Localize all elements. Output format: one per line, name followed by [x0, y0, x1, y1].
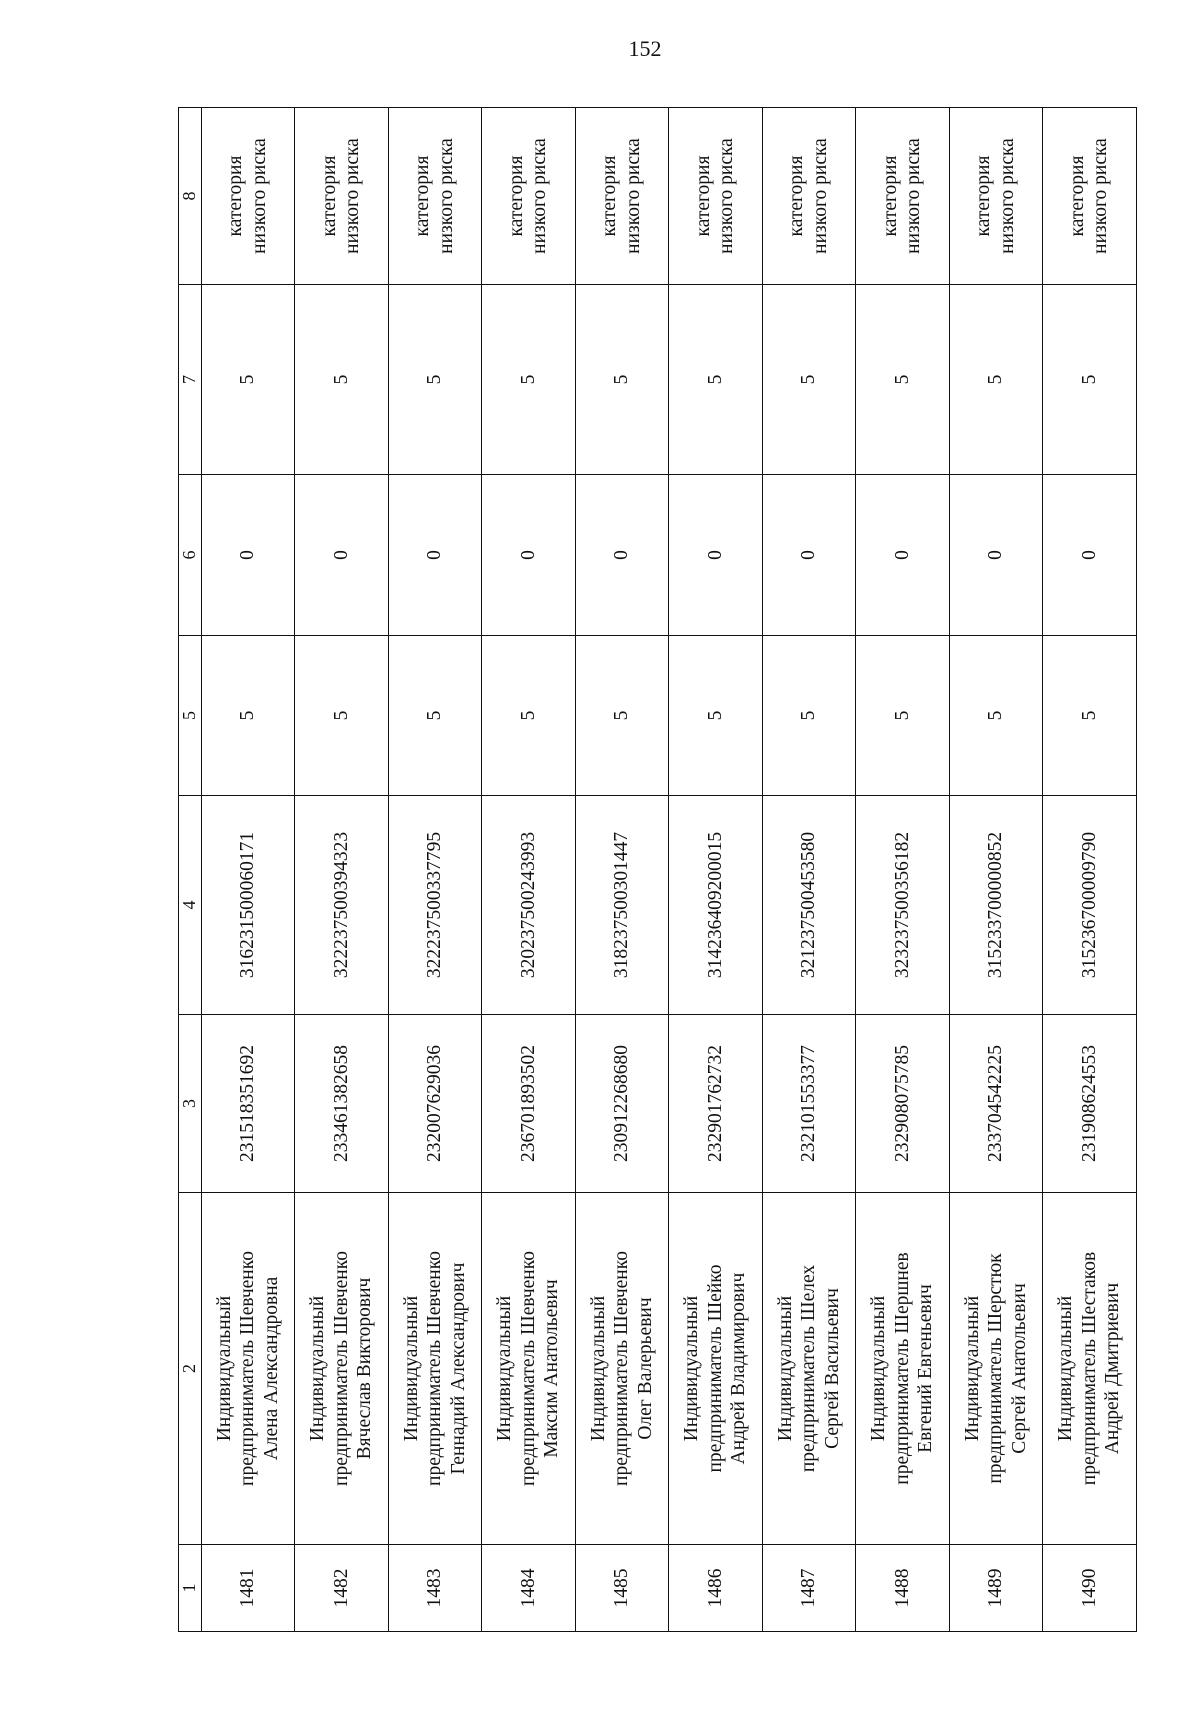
header-col-1: 1 — [179, 1545, 202, 1632]
cell-entrepreneur-name-line: предприниматель Шестаков — [1078, 1251, 1100, 1486]
cell-col4-code: 322237500394323 — [295, 796, 389, 1015]
header-col-2: 2 — [179, 1193, 202, 1545]
cell-entrepreneur-name — [201, 1193, 295, 1545]
cell-col7-value: 5 — [856, 285, 950, 475]
cell-row-number: 1489 — [949, 1545, 1043, 1632]
header-col-5: 5 — [179, 636, 202, 796]
cell-risk-category-line: категория — [505, 155, 527, 237]
cell-entrepreneur-name-line: Алена Александровна — [260, 1276, 282, 1461]
cell-risk-category-line: категория — [599, 155, 621, 237]
cell-row-number: 1485 — [575, 1545, 669, 1632]
cell-col7-value: 5 — [949, 285, 1043, 475]
cell-col4-code: 322237500337795 — [388, 796, 482, 1015]
cell-entrepreneur-name-line: предприниматель Шершнев — [891, 1252, 913, 1485]
cell-risk-category-line: категория — [225, 155, 247, 237]
cell-col7-value: 5 — [388, 285, 482, 475]
cell-entrepreneur-name-line: предприниматель Шевченко — [517, 1251, 539, 1486]
cell-entrepreneur-name-line: Индивидуальный — [494, 1295, 516, 1442]
header-row — [179, 108, 202, 1632]
header-col-3: 3 — [179, 1015, 202, 1193]
header-col-8: 8 — [179, 108, 202, 285]
registry-table — [178, 107, 1137, 1632]
cell-col7-value: 5 — [575, 285, 669, 475]
cell-col5-value: 5 — [295, 636, 389, 796]
cell-risk-category-line: низкого риска — [622, 138, 644, 254]
cell-risk-category-line: категория — [973, 155, 995, 237]
cell-entrepreneur-name-line: предприниматель Шевченко — [611, 1251, 633, 1486]
cell-row-number: 1484 — [482, 1545, 576, 1632]
cell-risk-category-line: категория — [318, 155, 340, 237]
cell-col6-value: 0 — [388, 475, 482, 636]
cell-col5-value: 5 — [388, 636, 482, 796]
cell-entrepreneur-name-line: Геннадий Александрович — [447, 1262, 469, 1475]
cell-row-number: 1486 — [669, 1545, 763, 1632]
cell-row-number: 1488 — [856, 1545, 950, 1632]
table-body — [201, 108, 1136, 1632]
cell-col3-code: 233461382658 — [295, 1015, 389, 1193]
cell-col4-code: 321237500453580 — [762, 796, 856, 1015]
cell-col3-code: 231518351692 — [201, 1015, 295, 1193]
cell-entrepreneur-name — [949, 1193, 1043, 1545]
cell-row-number: 1481 — [201, 1545, 295, 1632]
cell-risk-category — [575, 108, 669, 285]
cell-risk-category-line: категория — [412, 155, 434, 237]
table-row — [388, 108, 482, 1632]
cell-col6-value: 0 — [949, 475, 1043, 636]
cell-col3-code: 230912268680 — [575, 1015, 669, 1193]
cell-col4-code: 315233700000852 — [949, 796, 1043, 1015]
table-row — [669, 108, 763, 1632]
cell-col6-value: 0 — [295, 475, 389, 636]
cell-entrepreneur-name-line: Индивидуальный — [681, 1295, 703, 1442]
cell-risk-category — [482, 108, 576, 285]
table-row — [762, 108, 856, 1632]
cell-col6-value: 0 — [762, 475, 856, 636]
cell-entrepreneur-name — [388, 1193, 482, 1545]
cell-entrepreneur-name-line: Сергей Васильевич — [821, 1288, 843, 1449]
cell-col5-value: 5 — [669, 636, 763, 796]
table-row — [482, 108, 576, 1632]
cell-risk-category — [669, 108, 763, 285]
cell-entrepreneur-name-line: предприниматель Шевченко — [424, 1251, 446, 1486]
cell-col7-value: 5 — [201, 285, 295, 475]
cell-entrepreneur-name-line: Олег Валерьевич — [634, 1297, 656, 1440]
header-col-6: 6 — [179, 475, 202, 636]
cell-col3-code: 236701893502 — [482, 1015, 576, 1193]
cell-risk-category — [388, 108, 482, 285]
cell-col7-value: 5 — [482, 285, 576, 475]
cell-row-number: 1490 — [1043, 1545, 1137, 1632]
cell-col7-value: 5 — [762, 285, 856, 475]
cell-entrepreneur-name — [575, 1193, 669, 1545]
cell-entrepreneur-name-line: Индивидуальный — [961, 1295, 983, 1442]
cell-risk-category — [295, 108, 389, 285]
cell-col6-value: 0 — [1043, 475, 1137, 636]
cell-entrepreneur-name-line: Индивидуальный — [400, 1295, 422, 1442]
cell-risk-category — [949, 108, 1043, 285]
cell-entrepreneur-name-line: предприниматель Шевченко — [237, 1251, 259, 1486]
cell-row-number: 1483 — [388, 1545, 482, 1632]
rotated-table-container — [178, 108, 1135, 1632]
table-row — [949, 108, 1043, 1632]
cell-entrepreneur-name-line: Сергей Анатольевич — [1008, 1283, 1030, 1454]
cell-col7-value: 5 — [295, 285, 389, 475]
cell-col3-code: 231908624553 — [1043, 1015, 1137, 1193]
table-row — [856, 108, 950, 1632]
cell-risk-category-line: низкого риска — [435, 138, 457, 254]
cell-col5-value: 5 — [482, 636, 576, 796]
cell-col6-value: 0 — [575, 475, 669, 636]
cell-col3-code: 232908075785 — [856, 1015, 950, 1193]
cell-col6-value: 0 — [669, 475, 763, 636]
table-row — [1043, 108, 1137, 1632]
table-row — [575, 108, 669, 1632]
cell-col5-value: 5 — [762, 636, 856, 796]
cell-col4-code: 323237500356182 — [856, 796, 950, 1015]
cell-entrepreneur-name-line: Индивидуальный — [774, 1295, 796, 1442]
header-col-7: 7 — [179, 285, 202, 475]
cell-col7-value: 5 — [1043, 285, 1137, 475]
cell-entrepreneur-name-line: предприниматель Шейко — [704, 1264, 726, 1473]
cell-risk-category — [201, 108, 295, 285]
cell-col5-value: 5 — [856, 636, 950, 796]
cell-col5-value: 5 — [949, 636, 1043, 796]
header-col-4: 4 — [179, 796, 202, 1015]
cell-risk-category-line: низкого риска — [529, 138, 551, 254]
cell-col7-value: 5 — [669, 285, 763, 475]
cell-risk-category — [856, 108, 950, 285]
cell-risk-category-line: категория — [786, 155, 808, 237]
cell-col4-code: 315236700009790 — [1043, 796, 1137, 1015]
table-row — [295, 108, 389, 1632]
cell-col6-value: 0 — [482, 475, 576, 636]
cell-col5-value: 5 — [201, 636, 295, 796]
cell-entrepreneur-name — [482, 1193, 576, 1545]
cell-entrepreneur-name-line: Вячеслав Викторович — [354, 1277, 376, 1460]
cell-entrepreneur-name-line: предприниматель Шелех — [798, 1264, 820, 1473]
cell-risk-category — [762, 108, 856, 285]
cell-col3-code: 232901762732 — [669, 1015, 763, 1193]
cell-risk-category-line: низкого риска — [809, 138, 831, 254]
cell-col3-code: 233704542225 — [949, 1015, 1043, 1193]
cell-entrepreneur-name-line: Индивидуальный — [868, 1295, 890, 1442]
cell-risk-category — [1043, 108, 1137, 285]
cell-col4-code: 318237500301447 — [575, 796, 669, 1015]
cell-col4-code: 320237500243993 — [482, 796, 576, 1015]
page-number: 152 — [628, 36, 662, 61]
cell-risk-category-line: низкого риска — [1090, 138, 1112, 254]
cell-col3-code: 232101553377 — [762, 1015, 856, 1193]
table-row — [201, 108, 295, 1632]
cell-entrepreneur-name — [762, 1193, 856, 1545]
cell-col4-code: 316231500060171 — [201, 796, 295, 1015]
cell-entrepreneur-name-line: Индивидуальный — [213, 1295, 235, 1442]
cell-entrepreneur-name-line: Индивидуальный — [307, 1295, 329, 1442]
cell-col6-value: 0 — [856, 475, 950, 636]
cell-entrepreneur-name — [295, 1193, 389, 1545]
cell-risk-category-line: категория — [692, 155, 714, 237]
cell-entrepreneur-name — [1043, 1193, 1137, 1545]
cell-col5-value: 5 — [575, 636, 669, 796]
cell-risk-category-line: низкого риска — [996, 138, 1018, 254]
cell-entrepreneur-name-line: предприниматель Шевченко — [330, 1251, 352, 1486]
cell-risk-category-line: низкого риска — [342, 138, 364, 254]
cell-entrepreneur-name-line: Евгений Евгеньевич — [915, 1284, 937, 1453]
cell-col5-value: 5 — [1043, 636, 1137, 796]
cell-entrepreneur-name-line: Андрей Дмитриевич — [1102, 1282, 1124, 1455]
cell-entrepreneur-name-line: Андрей Владимирович — [728, 1272, 750, 1465]
cell-col3-code: 232007629036 — [388, 1015, 482, 1193]
cell-col6-value: 0 — [201, 475, 295, 636]
cell-entrepreneur-name-line: Индивидуальный — [587, 1295, 609, 1442]
cell-risk-category-line: низкого риска — [716, 138, 738, 254]
cell-risk-category-line: категория — [879, 155, 901, 237]
cell-risk-category-line: категория — [1066, 155, 1088, 237]
cell-entrepreneur-name — [669, 1193, 763, 1545]
cell-row-number: 1487 — [762, 1545, 856, 1632]
cell-col4-code: 314236409200015 — [669, 796, 763, 1015]
cell-entrepreneur-name-line: Максим Анатольевич — [541, 1279, 563, 1458]
cell-entrepreneur-name-line: предприниматель Шерстюк — [985, 1253, 1007, 1484]
cell-entrepreneur-name-line: Индивидуальный — [1055, 1295, 1077, 1442]
cell-row-number: 1482 — [295, 1545, 389, 1632]
cell-risk-category-line: низкого риска — [248, 138, 270, 254]
cell-risk-category-line: низкого риска — [903, 138, 925, 254]
cell-entrepreneur-name — [856, 1193, 950, 1545]
